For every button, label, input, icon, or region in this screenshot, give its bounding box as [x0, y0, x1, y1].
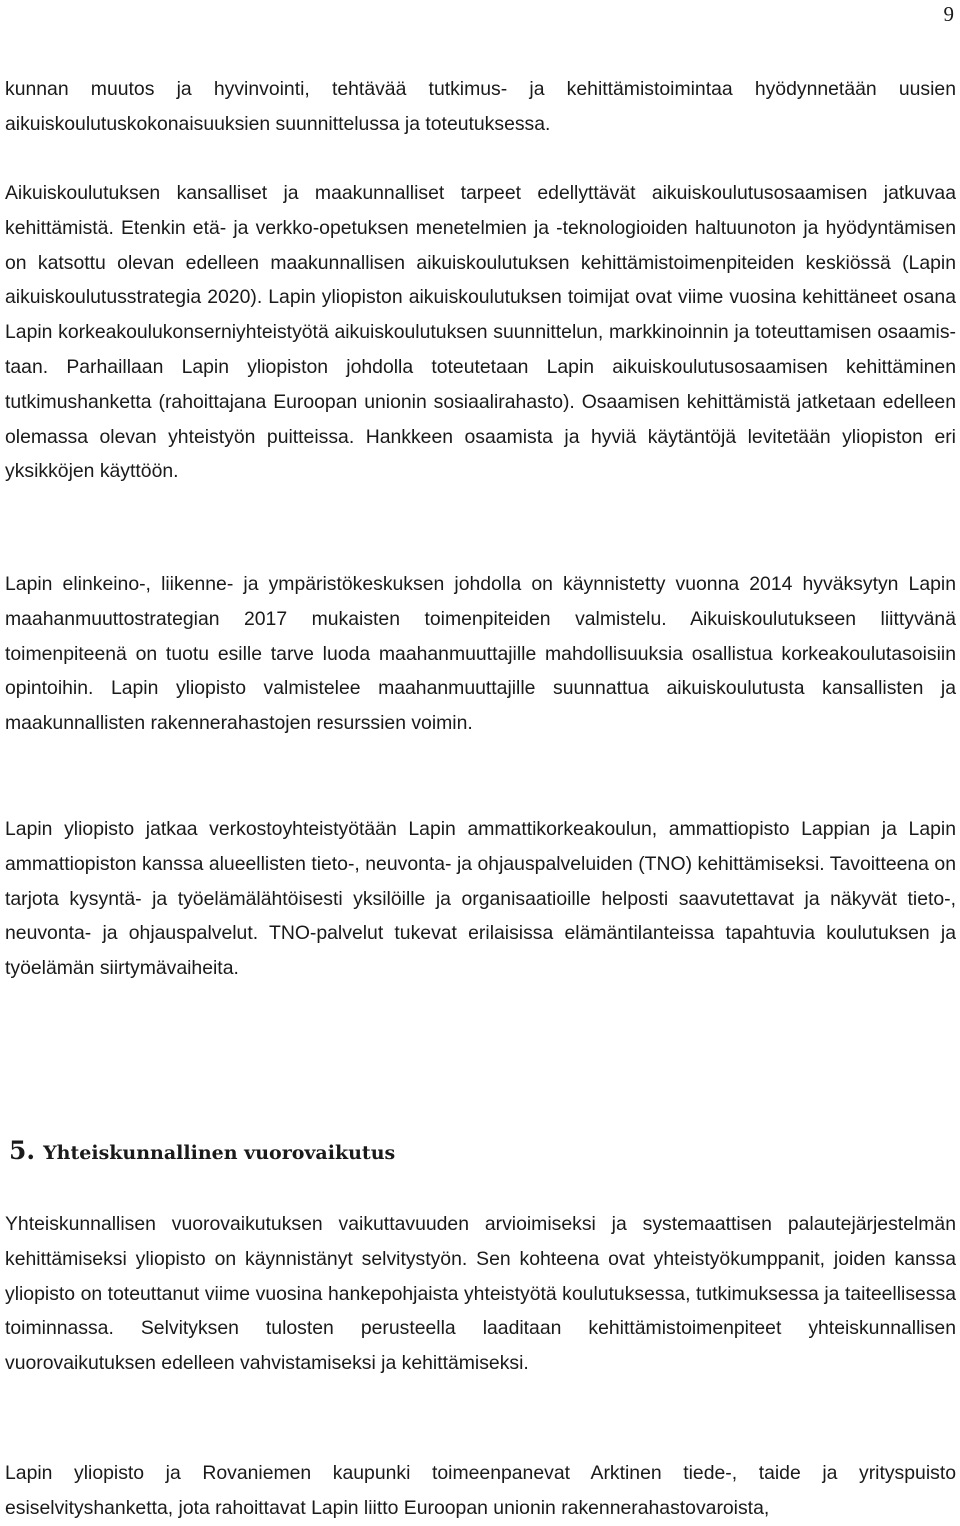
paragraph: Lapin yliopisto ja Rovaniemen kaupunki toimeenpanevat Arktinen tiede-, taide ja yrityspuisto esiselvityshanketta, jota rahoittavat Lapin liitto Euroopan unionin rakennerahastovaroista,: [5, 1462, 956, 1519]
paragraph: Lapin elinkeino-, liikenne- ja ympäristökeskuksen johdolla on käynnistetty vuonna 2014 hyväksytyn Lapin maahanmuuttostrategian 2017 mukaisten toimenpiteiden valmistelu. Aikuiskoulutukseen liittyvänä toimenpiteenä on tuotu esille tarve luoda maahanmuuttajille mahdollisuuksia osallistua korkeakoulutasoisiin opintoihin. Lapin yliopisto valmistelee maahanmuuttajille suunnattua aikuiskoulutusta kansallisten ja maakunnallisten rakennerahastojen resurssien voimin.: [5, 573, 956, 735]
section-heading: [9, 1134, 395, 1170]
paragraph: kunnan muutos ja hyvinvointi, tehtävää tutkimus- ja kehittämistoimintaa hyödynnetään uusien aikuiskoulutuskokonaisuuksien suunnittelussa ja toteutuksessa.: [5, 78, 956, 135]
paragraph: Lapin yliopisto jatkaa verkostoyhteistyötään Lapin ammattikorkeakoulun, ammattiopisto Lappian ja Lapin ammattiopiston kanssa alueellisten tieto-, neuvonta- ja ohjauspalveluiden (TNO) kehittämiseksi. Tavoitteena on tarjota kysyntä- ja työelämälähtöisesti yksilöille ja organisaatioille helposti saavutettavat ja näkyvät tieto-, neuvonta- ja ohjauspalvelut. TNO-palvelut tukevat erilaisissa elämäntilanteissa tapahtuvia koulutuksen ja työelämän siirtymävaiheita.: [5, 818, 956, 980]
paragraph: Yhteiskunnallisen vuorovaikutuksen vaikuttavuuden arvioimiseksi ja systemaattisen palautejärjestelmän kehittämiseksi yliopisto on käynnistänyt selvitystyön. Sen kohteena ovat yhteistyökumppanit, joiden kanssa yliopisto on toteuttanut viime vuosina hankepohjaista yhteistyötä koulutuksessa, tutkimuksessa ja taiteellisessa toiminnassa. Selvityksen tulosten perusteella laaditaan kehittämistoimenpiteet yhteiskunnallisen vuorovaikutuksen edelleen vahvistamiseksi ja kehittämiseksi.: [5, 1213, 956, 1375]
section-number: 5.: [9, 1136, 36, 1165]
page-number: 9: [943, 2, 954, 26]
section-title: Yhteiskunnallinen vuorovaikutus: [43, 1142, 396, 1164]
paragraph: Aikuiskoulutuksen kansalliset ja maakunnalliset tarpeet edellyttävät aikuiskoulutusosaamisen jatkuvaa kehittämistä. Etenkin etä- ja verkko-opetuksen menetelmien ja -teknologioiden haltuunoton ja hyödyntämisen on katsottu olevan edelleen maakunnallisen aikuiskoulutuksen kehittämistoimenpiteiden keskiössä (Lapin aikuiskoulutusstrategia 2020). Lapin yliopiston aikuiskoulutuksen toimijat ovat viime vuosina kehittäneet osana Lapin korkeakoulukonserniyhteistyötä aikuiskoulutuksen suunnittelun, markkinoinnin ja toteuttamisen osaamistaan. Parhaillaan Lapin yliopiston johdolla toteutetaan Lapin aikuiskoulutusosaamisen kehittäminen tutkimushanketta (rahoittajana Euroopan unionin sosiaalirahasto). Osaamisen kehittämistä jatketaan edelleen olemassa olevan yhteistyön puitteissa. Hankkeen osaamista ja hyviä käytäntöjä levitetään yliopiston eri yksikköjen käyttöön.: [5, 182, 956, 483]
